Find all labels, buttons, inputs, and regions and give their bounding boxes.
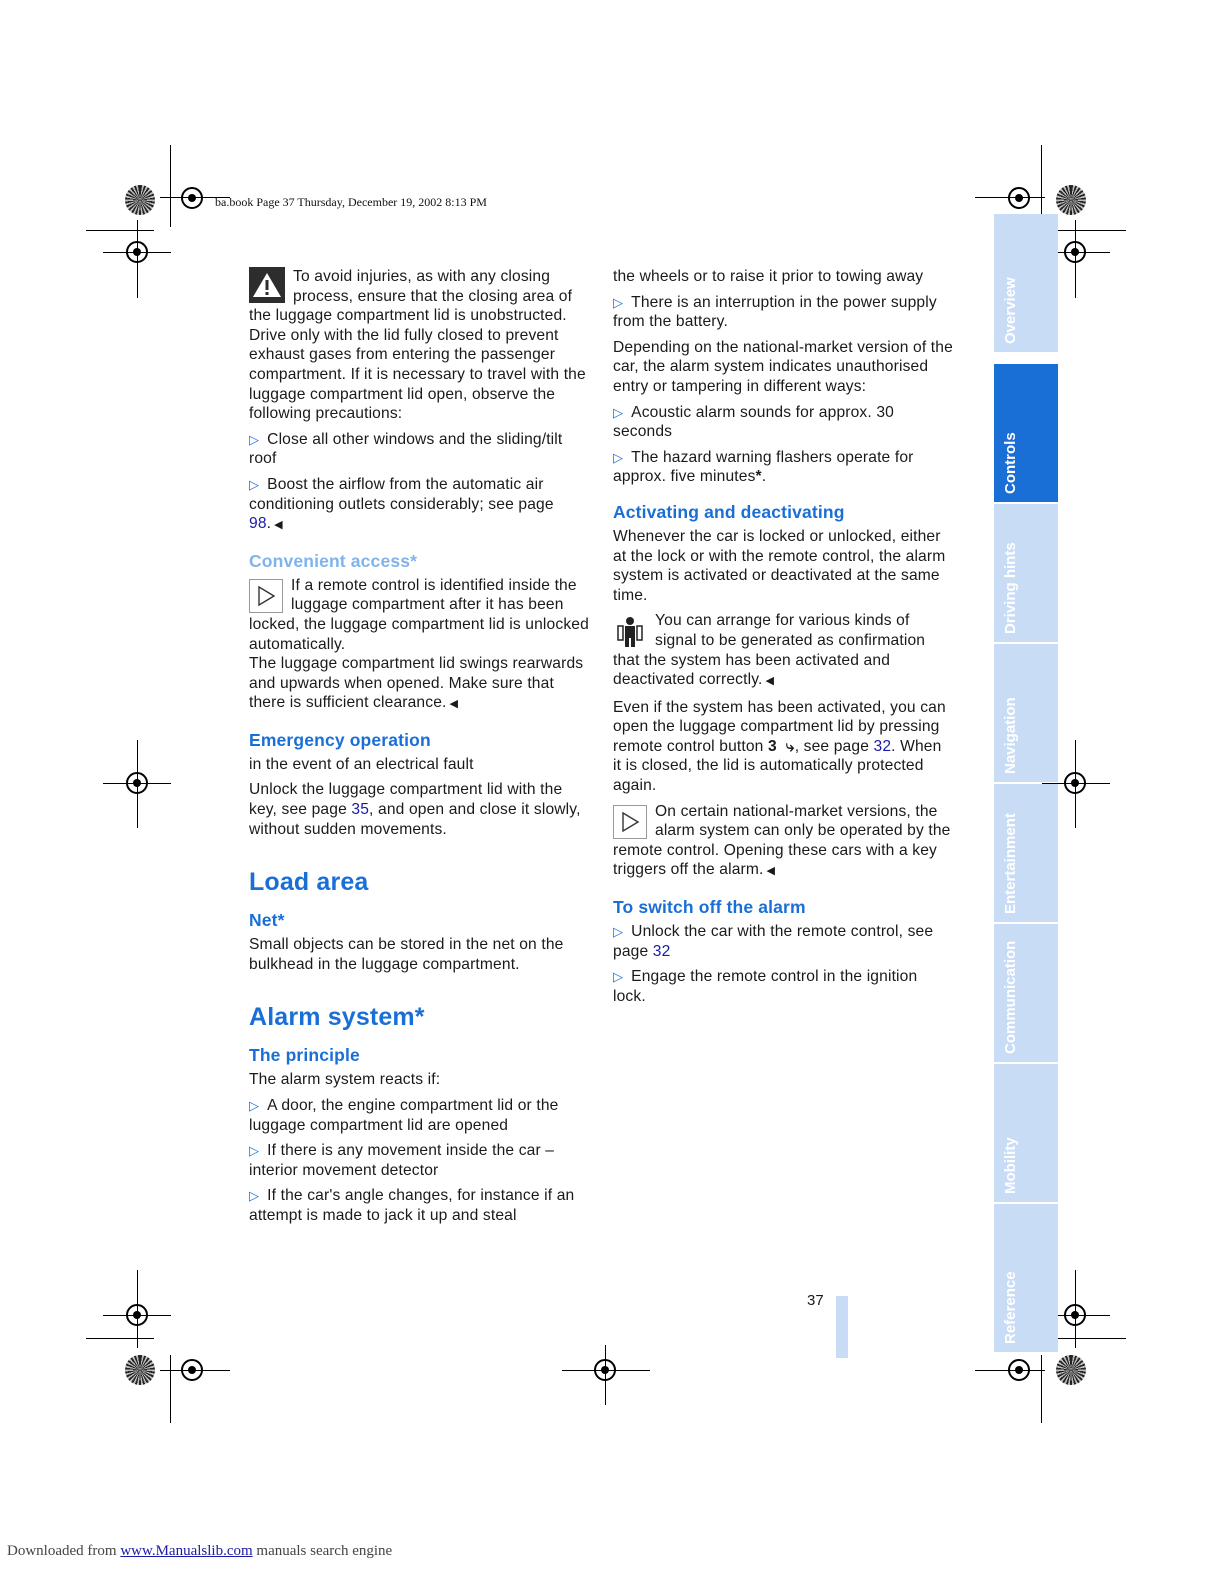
right-column bbox=[613, 267, 953, 1012]
page-link-35[interactable]: 35 bbox=[351, 801, 370, 819]
note-triangle-icon bbox=[613, 805, 647, 839]
alarm-heading: Alarm system* bbox=[249, 1003, 425, 1032]
principle-intro: The alarm system reacts if: bbox=[249, 1071, 441, 1089]
list-item: ▷ Boost the airflow from the automatic air conditioning outlets considerably; see page 98. ◀ bbox=[249, 475, 554, 533]
tab-communication[interactable]: Communication bbox=[994, 924, 1058, 1062]
bullet-triangle-icon: ▷ bbox=[249, 431, 260, 447]
convenient-note: If a remote control is identified inside the luggage compartment after it has been locked, the luggage compartment lid is unlocked automatically. bbox=[249, 576, 589, 653]
switch-off-heading: To switch off the alarm bbox=[613, 897, 806, 918]
emergency-heading: Emergency operation bbox=[249, 729, 431, 750]
bullet-triangle-icon: ▷ bbox=[613, 924, 624, 940]
list-item: ▷ Unlock the car with the remote control, see page 32 bbox=[613, 923, 934, 960]
tab-mobility[interactable]: Mobility bbox=[994, 1064, 1058, 1202]
principle-heading: The principle bbox=[249, 1045, 360, 1066]
bullet-triangle-icon: ▷ bbox=[613, 449, 624, 465]
warning-paragraph bbox=[249, 267, 589, 424]
print-header: ba.book Page 37 Thursday, December 19, 2002 8:13 PM bbox=[215, 195, 487, 209]
tab-navigation[interactable]: Navigation bbox=[994, 644, 1058, 782]
emergency-text: Unlock the luggage compartment lid with the key, see page 35, and open and close it slowly, without sudden movements. bbox=[249, 781, 581, 838]
tab-controls[interactable]: Controls bbox=[994, 364, 1058, 502]
page-link-98[interactable]: 98 bbox=[249, 515, 267, 533]
activating-text: Whenever the car is locked or unlocked, either at the lock or with the remote control, the alarm system is activated or deactivated at the same time. bbox=[613, 527, 946, 604]
page-link-32[interactable]: 32 bbox=[873, 737, 892, 755]
cont-text: the wheels or to raise it prior to towing away bbox=[613, 268, 924, 285]
bullet-triangle-icon: ▷ bbox=[249, 1098, 260, 1114]
list-item: ▷ A door, the engine compartment lid or the luggage compartment lid are opened bbox=[249, 1097, 559, 1134]
manualslib-link[interactable]: www.Manualslib.com bbox=[120, 1543, 253, 1559]
bullet-triangle-icon: ▷ bbox=[249, 476, 260, 492]
page-number: 37 bbox=[807, 1292, 824, 1309]
tab-entertainment[interactable]: Entertainment bbox=[994, 784, 1058, 922]
even-text: Even if the system has been activated, you can open the luggage compartment lid by pressing remote control button 3 ⤷, see page 32. When it is closed, the lid is automatically protected again. bbox=[613, 698, 946, 795]
trunk-button-icon: ⤷ bbox=[785, 737, 795, 755]
convenient-access-heading: Convenient access* bbox=[249, 550, 418, 571]
page-tab-marker bbox=[836, 1296, 848, 1358]
certain-note: On certain national-market versions, the alarm system can only be operated by the remote control. Opening these cars with a key triggers off the alarm. ◀ bbox=[613, 802, 951, 879]
end-mark-icon: ◀ bbox=[765, 675, 775, 688]
national-text: Depending on the national-market version of the car, the alarm system indicates unauthorised entry or tampering in different ways: bbox=[613, 338, 953, 395]
net-text: Small objects can be stored in the net on the bulkhead in the luggage compartment. bbox=[249, 936, 564, 973]
tab-overview[interactable]: Overview bbox=[994, 214, 1058, 352]
list-item: ▷ There is an interruption in the power supply from the battery. bbox=[613, 293, 937, 331]
left-column bbox=[249, 267, 589, 1232]
end-mark-icon: ◀ bbox=[766, 865, 776, 878]
emergency-sub: in the event of an electrical fault bbox=[249, 755, 474, 773]
bullet-triangle-icon: ▷ bbox=[249, 1143, 260, 1159]
convenient-text: The luggage compartment lid swings rearwards and upwards when opened. Make sure that there is sufficient clearance. ◀ bbox=[249, 655, 584, 712]
page-link-32[interactable]: 32 bbox=[652, 942, 671, 960]
tab-driving-hints[interactable]: Driving hints bbox=[994, 504, 1058, 642]
list-item: ▷ Close all other windows and the sliding/tilt roof bbox=[249, 430, 563, 468]
load-area-heading: Load area bbox=[249, 868, 369, 897]
list-item: ▷ If there is any movement inside the car – interior movement detector bbox=[249, 1142, 555, 1179]
end-mark-icon: ◀ bbox=[449, 698, 459, 711]
workshop-note: You can arrange for various kinds of signal to be generated as confirmation that the system has been activated and deactivated correctly. ◀ bbox=[613, 612, 926, 689]
download-footer: Downloaded from www.Manualslib.com manuals search engine bbox=[7, 1543, 393, 1559]
list-item: ▷ The hazard warning flashers operate for approx. five minutes*. bbox=[613, 448, 914, 486]
bullet-triangle-icon: ▷ bbox=[613, 404, 624, 420]
list-item: ▷ If the car's angle changes, for instance if an attempt is made to jack it up and steal bbox=[249, 1187, 575, 1224]
net-heading: Net* bbox=[249, 910, 285, 931]
activating-heading: Activating and deactivating bbox=[613, 501, 845, 522]
chapter-tabs bbox=[994, 214, 1058, 1352]
warning-triangle-icon bbox=[249, 267, 285, 303]
end-mark-icon: ◀ bbox=[274, 519, 283, 532]
workshop-mechanic-icon bbox=[613, 614, 647, 648]
list-item: ▷ Acoustic alarm sounds for approx. 30 seconds bbox=[613, 403, 894, 441]
bullet-triangle-icon: ▷ bbox=[613, 969, 624, 985]
note-triangle-icon bbox=[249, 579, 283, 613]
list-item: ▷ Engage the remote control in the ignition lock. bbox=[613, 968, 918, 1005]
bullet-triangle-icon: ▷ bbox=[613, 294, 624, 310]
warning-text: To avoid injuries, as with any closing process, ensure that the closing area of the luggage compartment lid is unobstructed. Drive only with the lid fully closed to prevent exhaust gases from entering the passenger compartment. If it is necessary to travel with the luggage compartment lid open, observe the following precautions: bbox=[249, 268, 586, 423]
bullet-triangle-icon: ▷ bbox=[249, 1188, 260, 1204]
tab-reference[interactable]: Reference bbox=[994, 1204, 1058, 1352]
